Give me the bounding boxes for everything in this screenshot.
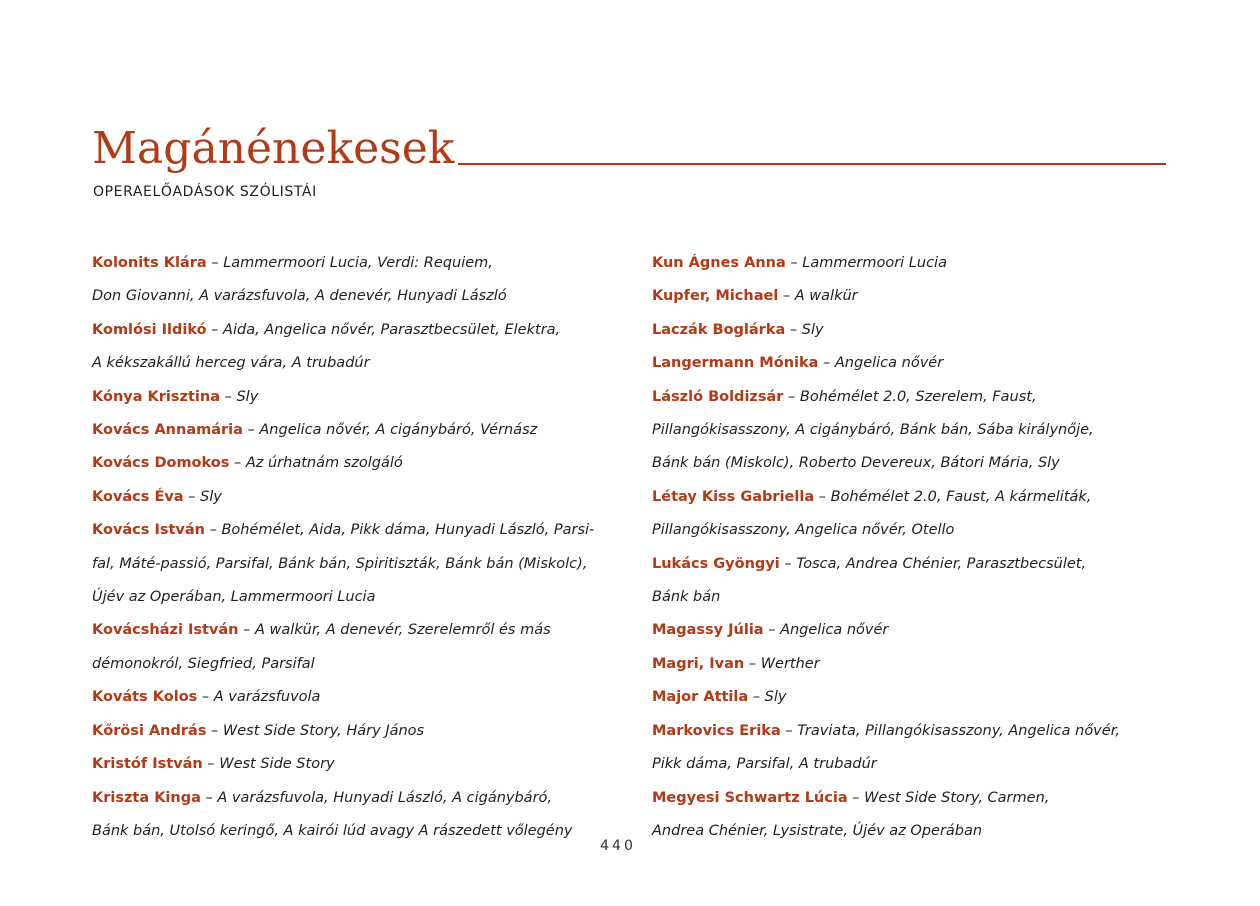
separator-dash: – [206, 722, 223, 739]
right-column [652, 247, 1192, 848]
singer-entry [92, 247, 612, 280]
singer-name: Major Attila [652, 689, 749, 706]
singer-entry [92, 481, 612, 514]
singer-entry [652, 548, 1192, 581]
title-rule [458, 163, 1166, 165]
singer-name: Kovácsházi István [92, 622, 239, 639]
singer-entry [652, 481, 1192, 514]
singer-name: Kun Ágnes Anna [652, 255, 786, 271]
performance-list: A kékszakállú herceg vára, A trubadúr [92, 355, 370, 372]
singer-name: Komlósi Ildikó [92, 321, 207, 338]
singer-entry [92, 782, 612, 815]
separator-dash: – [785, 255, 803, 271]
singer-name: Kovács Domokos [92, 455, 230, 472]
singer-entry [652, 314, 1192, 347]
page-subtitle: OPERAELŐADÁSOK SZÓLISTÁI [93, 184, 317, 200]
singer-entry-continuation [652, 447, 1192, 480]
singer-name: Létay Kiss Gabriella [652, 488, 815, 505]
performance-list: Lammermoori Lucia [802, 255, 947, 271]
separator-dash: – [229, 455, 246, 472]
singer-entry [652, 381, 1192, 414]
singer-entry [652, 347, 1192, 380]
performance-list: Tosca, Andrea Chénier, Parasztbecsület, [796, 555, 1087, 572]
performance-list: Pillangókisasszony, Angelica nővér, Otello [652, 522, 955, 539]
separator-dash: – [748, 689, 765, 706]
performance-list: Andrea Chénier, Lysistrate, Újév az Operában [652, 822, 983, 839]
singer-entry [92, 715, 612, 748]
performance-list: A varázsfuvola, Hunyadi László, A cigánybáró, [217, 789, 553, 806]
performance-list: Angelica nővér [834, 355, 944, 372]
singer-entry [652, 648, 1192, 681]
singer-entry [92, 514, 612, 547]
singer-entry [652, 715, 1192, 748]
separator-dash: – [202, 756, 220, 773]
singer-entry [652, 614, 1192, 647]
singer-entry [652, 681, 1192, 714]
singer-name: Kovács István [92, 522, 205, 539]
singer-name: Kónya Krisztina [92, 388, 220, 405]
singer-name: Magri, Ivan [652, 655, 745, 672]
singer-name: Lukács Gyöngyi [652, 555, 780, 572]
separator-dash: – [783, 388, 800, 405]
separator-dash: – [785, 321, 802, 338]
separator-dash: – [814, 488, 831, 505]
performance-list: Lammermoori Lucia, Verdi: Requiem, [223, 255, 493, 271]
singer-entry [92, 381, 612, 414]
singer-entry [652, 247, 1192, 280]
singer-name: Kovács Annamária [92, 422, 243, 439]
performance-list: Sly [764, 689, 787, 706]
singer-entry [92, 414, 612, 447]
singer-entry [92, 748, 612, 781]
performance-list: Újév az Operában, Lammermoori Lucia [92, 589, 376, 606]
performance-list: Pikk dáma, Parsifal, A trubadúr [652, 756, 877, 773]
singer-entry [92, 314, 612, 347]
performance-list: Sly [236, 388, 259, 405]
performance-list: Bohémélet 2.0, Faust, A kármeliták, [830, 488, 1092, 505]
singer-name: Kolonits Klára [92, 255, 207, 271]
singer-entry-continuation [652, 514, 1192, 547]
singer-entry-continuation [652, 748, 1192, 781]
separator-dash: – [204, 522, 222, 539]
performance-list: fal, Máté-passió, Parsifal, Bánk bán, Spiritiszták, Bánk bán (Miskolc), [92, 555, 588, 572]
singer-name: Kováts Kolos [92, 689, 198, 706]
separator-dash: – [206, 321, 224, 338]
singer-entry [92, 614, 612, 647]
singer-name: Langermann Mónika [652, 355, 819, 372]
performance-list: Bánk bán, Utolsó keringő, A kairói lúd avagy A rászedett vőlegény [92, 822, 573, 839]
separator-dash: – [238, 622, 255, 639]
separator-dash: – [206, 255, 224, 271]
singer-name: László Boldizsár [652, 388, 784, 405]
performance-list: West Side Story, Carmen, [864, 789, 1050, 806]
singer-name: Kőrösi András [92, 722, 207, 739]
separator-dash: – [183, 488, 201, 505]
performance-list: Sly [801, 321, 824, 338]
singer-entry [92, 447, 612, 480]
separator-dash: – [780, 722, 798, 739]
performance-list: Az úrhatnám szolgáló [245, 455, 403, 472]
performance-list: Aida, Angelica nővér, Parasztbecsület, Elektra, [223, 321, 561, 338]
separator-dash: – [763, 622, 781, 639]
singer-name: Kovács Éva [92, 488, 184, 505]
left-column [92, 247, 612, 848]
separator-dash: – [778, 288, 795, 305]
page-number: 440 [600, 838, 636, 854]
separator-dash: – [242, 422, 260, 439]
singer-name: Markovics Erika [652, 722, 781, 739]
singer-entry-continuation [92, 280, 612, 313]
separator-dash: – [220, 388, 237, 405]
singer-entry-continuation [652, 815, 1192, 848]
performance-list: Bohémélet 2.0, Szerelem, Faust, [799, 388, 1037, 405]
singer-entry-continuation [92, 548, 612, 581]
performance-list: Angelica nővér [780, 622, 889, 639]
singer-entry-continuation [92, 347, 612, 380]
singer-entry-continuation [652, 581, 1192, 614]
singer-name: Kristóf István [92, 756, 203, 773]
performance-list: Bohémélet, Aida, Pikk dáma, Hunyadi László, Parsi- [221, 522, 595, 539]
singer-entry [92, 681, 612, 714]
performance-list: Bánk bán (Miskolc), Roberto Devereux, Bátori Mária, Sly [652, 455, 1060, 472]
singer-entry [652, 280, 1192, 313]
separator-dash: – [847, 789, 865, 806]
performance-list: Angelica nővér, A cigánybáró, Vérnász [259, 422, 538, 439]
page-title: Magánénekesek [92, 123, 455, 174]
performance-list: Traviata, Pillangókisasszony, Angelica nővér, [797, 722, 1120, 739]
separator-dash: – [744, 655, 761, 672]
separator-dash: – [818, 355, 835, 372]
separator-dash: – [197, 689, 214, 706]
performance-list: A varázsfuvola [213, 689, 321, 706]
singer-entry-continuation [92, 815, 612, 848]
performance-list: A walkür [794, 288, 858, 305]
singer-entry-continuation [92, 648, 612, 681]
singer-entry-continuation [92, 581, 612, 614]
separator-dash: – [779, 555, 797, 572]
singer-entry [652, 782, 1192, 815]
singer-entry-continuation [652, 414, 1192, 447]
singer-name: Laczák Boglárka [652, 321, 786, 338]
singer-name: Kriszta Kinga [92, 789, 201, 806]
performance-list: Sly [200, 488, 222, 505]
performance-list: West Side Story [219, 756, 335, 773]
performance-list: Werther [760, 655, 820, 672]
singer-name: Magassy Júlia [652, 622, 764, 639]
performance-list: Bánk bán [652, 589, 721, 606]
performance-list: démonokról, Siegfried, Parsifal [92, 655, 315, 672]
performance-list: West Side Story, Háry János [222, 722, 425, 739]
singer-name: Kupfer, Michael [652, 288, 779, 305]
singer-name: Megyesi Schwartz Lúcia [652, 789, 848, 806]
performance-list: Pillangókisasszony, A cigánybáró, Bánk bán, Sába királynője, [652, 422, 1094, 439]
performance-list: Don Giovanni, A varázsfuvola, A denevér, Hunyadi László [92, 288, 507, 305]
performance-list: A walkür, A denevér, Szerelemről és más [254, 622, 551, 639]
separator-dash: – [200, 789, 218, 806]
